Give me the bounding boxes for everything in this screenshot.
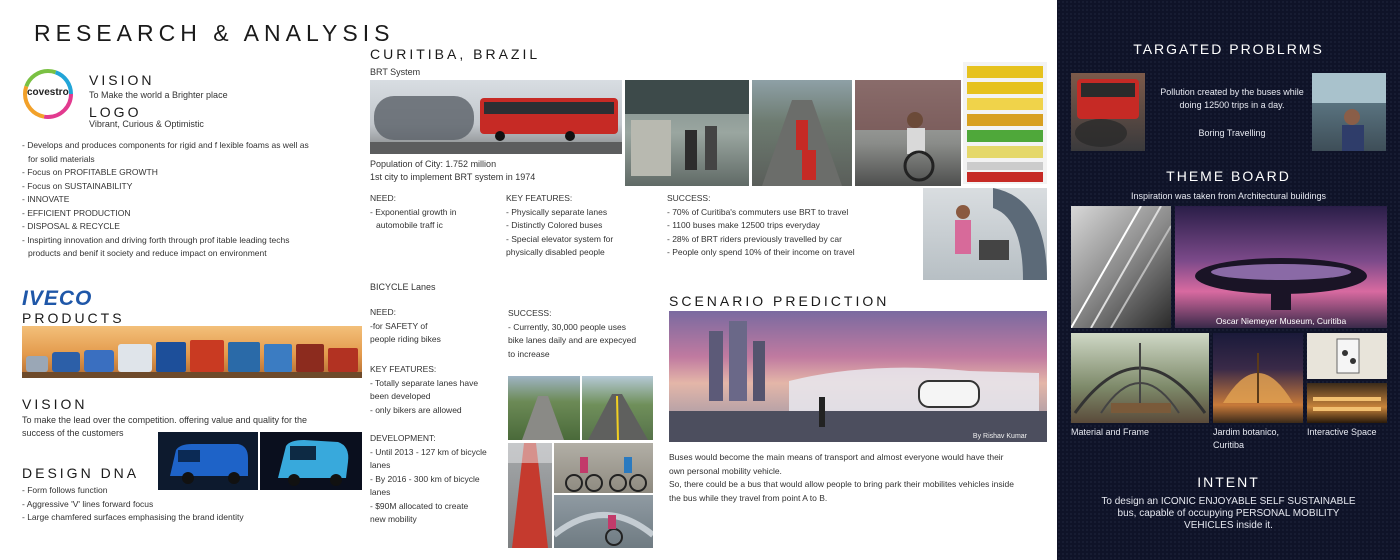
jardim-caption-2: Curitiba [1213,440,1245,450]
scenario-line: own personal mobility vehicle. [669,465,782,476]
bus-interior-image [1312,73,1386,151]
theme-subtitle: Inspiration was taken from Architectural buildings [1130,191,1327,201]
brt-success [667,192,855,260]
brt-need-line: - Exponential growth in [370,206,457,217]
covestro-logo-desc: Vibrant, Curious & Optimistic [89,119,204,129]
covestro-bullet: - INNOVATE [22,194,70,204]
brt-need-line: automobile traff ic [376,220,443,230]
interactive-space-image-2 [1307,383,1387,423]
jardim-caption-1: Jardim botanico, [1213,427,1280,437]
bicycle-feature-line: - only bikers are allowed [370,404,462,415]
bicycle-need [370,306,441,347]
brt-need-heading: NEED: [370,193,396,203]
niemeyer-museum-image [1175,206,1387,328]
brt-feature-line: physically disabled people [506,247,605,257]
intent-line: VEHICLES inside it. [1184,520,1273,531]
theme-heading: THEME BOARD [1166,168,1291,184]
bike-riders-image [554,443,653,493]
scenario-sketch-image [669,311,1047,442]
bus-pollution-image [1071,73,1145,151]
covestro-bullet: - Develops and produces components for rigid and f lexible foams as well as [22,140,309,150]
covestro-bullet: products and benif it society and reduce impact on environment [28,248,267,258]
bicycle-success-heading: SUCCESS: [508,308,552,318]
iveco-van-image [158,432,258,490]
problem-pollution-line2: doing 12500 trips in a day. [1179,100,1285,110]
bicycle-need-heading: NEED: [370,307,396,317]
jardim-botanico-image [1213,333,1303,423]
brt-feature-line: - Distinctly Colored buses [506,220,603,230]
covestro-bullet: - Focus on SUSTAINABILITY [22,180,133,191]
bike-lane-image-2 [582,376,653,440]
covestro-logo-heading: LOGO [89,104,142,120]
brt-success-line: - 1100 buses make 12500 trips everyday [667,220,820,230]
bicycle-dev-line: lanes [370,487,391,497]
first-city-text: 1st city to implement BRT system in 1974 [370,172,536,182]
bicycle-success [508,307,636,361]
bicycle-development [370,432,487,527]
population-text: Population of City: 1.752 million [370,159,497,169]
design-dna-bullets [22,484,244,525]
scenario-line: Buses would become the main means of transport and almost everyone would have their [669,452,1004,462]
covestro-vision-text: To Make the world a Brighter place [89,90,228,100]
covestro-vision-heading: VISION [89,72,155,88]
covestro-bullet: - DISPOSAL & RECYCLE [22,221,120,231]
scenario-line: the bus while they travel from point A to B. [669,492,828,503]
interactive-caption: Interactive Space [1307,427,1377,437]
brt-success-line: - 28% of BRT riders previously travelled by car [667,233,842,244]
iveco-concept-image [260,432,362,490]
bicycle-dev-line: - $90M allocated to create [370,500,469,511]
iveco-vision-text-1: To make the lead over the competition. offering value and quality for the [22,415,308,425]
bicycle-dev-line: - Until 2013 - 127 km of bicycle [370,446,487,457]
covestro-logo-text: covestro [27,87,69,98]
material-caption: Material and Frame [1071,427,1150,437]
brt-features-heading: KEY FEATURES: [506,193,573,203]
brt-lanes-image [752,80,852,186]
brt-feature-line: - Special elevator system for [506,233,614,244]
bicycle-need-line: -for SAFETY of [370,320,428,331]
dna-bullet: - Form follows function [22,485,108,495]
covestro-bullet: - Inspirting innovation and driving forth through prof itable leading techs [22,234,290,245]
brt-success-heading: SUCCESS: [667,193,711,203]
problems-heading: TARGATED PROBLRMS [1133,41,1324,57]
bicycle-features-heading: KEY FEATURES: [370,364,437,374]
bicycle-feature-line: been developed [370,391,431,401]
bicycle-need-line: people riding bikes [370,334,441,344]
bicycle-success-line: bike lanes daily and are expecyed [508,335,637,345]
bicycle-dev-heading: DEVELOPMENT: [370,433,436,443]
glass-house-image [1071,333,1209,423]
intent-line: To design an ICONIC ENJOYABLE SELF SUSTAINABLE [1101,496,1356,507]
bike-lane-image-3 [508,443,552,548]
scenario-credit: By Rishav Kumar [972,433,1027,440]
covestro-bullet: - EFFICIENT PRODUCTION [22,207,131,218]
iveco-logo: IVECO [22,287,93,310]
iveco-vision-text-2: success of the customers [22,428,124,438]
intent-line: bus, capable of occupying PERSONAL MOBILITY [1117,508,1340,519]
bicycle-success-line: - Currently, 30,000 people uses [508,321,626,332]
brt-success-line: - 70% of Curitiba's commuters use BRT to travel [667,206,849,217]
architecture-image-1 [1071,206,1171,328]
bike-station-image [554,495,653,548]
problem-pollution-line1: Pollution created by the buses while [1160,87,1304,97]
scenario-text [669,451,1014,505]
bicycle-feature-line: - Totally separate lanes have [370,377,479,388]
scenario-line: So, there could be a bus that would allow people to bring park their mobilites vehicles inside [669,479,1014,489]
bicycle-features [370,363,478,417]
brt-feature-line: - Physically separate lanes [506,206,608,217]
page-title: RESEARCH & ANALYSIS [34,20,395,46]
problem-boring: Boring Travelling [1198,128,1266,138]
interactive-space-image-1 [1307,333,1387,379]
covestro-bullet: - Focus on PROFITABLE GROWTH [22,167,158,177]
brt-features [506,192,613,260]
intent-heading: INTENT [1197,474,1260,490]
iveco-vision-heading: VISION [22,396,88,412]
brt-wheelchair-image [855,80,961,186]
brt-label: BRT System [370,67,421,77]
iveco-products-image [22,326,362,378]
iveco-products-heading: PRODUCTS [22,310,125,326]
covestro-logo [22,68,74,120]
brt-success-line: - People only spend 10% of their income on travel [667,247,855,257]
bike-lane-image-1 [508,376,580,440]
side-panel [1057,0,1400,560]
dna-bullet: - Aggressive 'V' lines forward focus [22,498,154,509]
bicycle-heading: BICYCLE Lanes [370,282,436,292]
bicycle-dev-line: lanes [370,460,391,470]
covestro-bullets [22,139,309,261]
covestro-bullet: for solid materials [28,153,95,164]
design-dna-heading: DESIGN DNA [22,465,140,481]
bicycle-success-line: to increase [508,348,550,359]
brt-station-image [370,80,622,154]
bicycle-dev-line: - By 2016 - 300 km of bicycle [370,473,480,484]
brt-boarding-image [923,188,1047,280]
museum-caption: Oscar Niemeyer Museum, Curitiba [1215,316,1347,326]
brt-interior-image [625,80,749,186]
curitiba-heading: CURITIBA, BRAZIL [370,46,541,62]
dna-bullet: - Large chamfered surfaces emphasising the brand identity [22,512,244,522]
bicycle-dev-line: new mobility [370,514,417,524]
brt-need [370,192,456,233]
scenario-heading: SCENARIO PREDICTION [669,293,890,309]
colored-buses-image [963,62,1047,184]
